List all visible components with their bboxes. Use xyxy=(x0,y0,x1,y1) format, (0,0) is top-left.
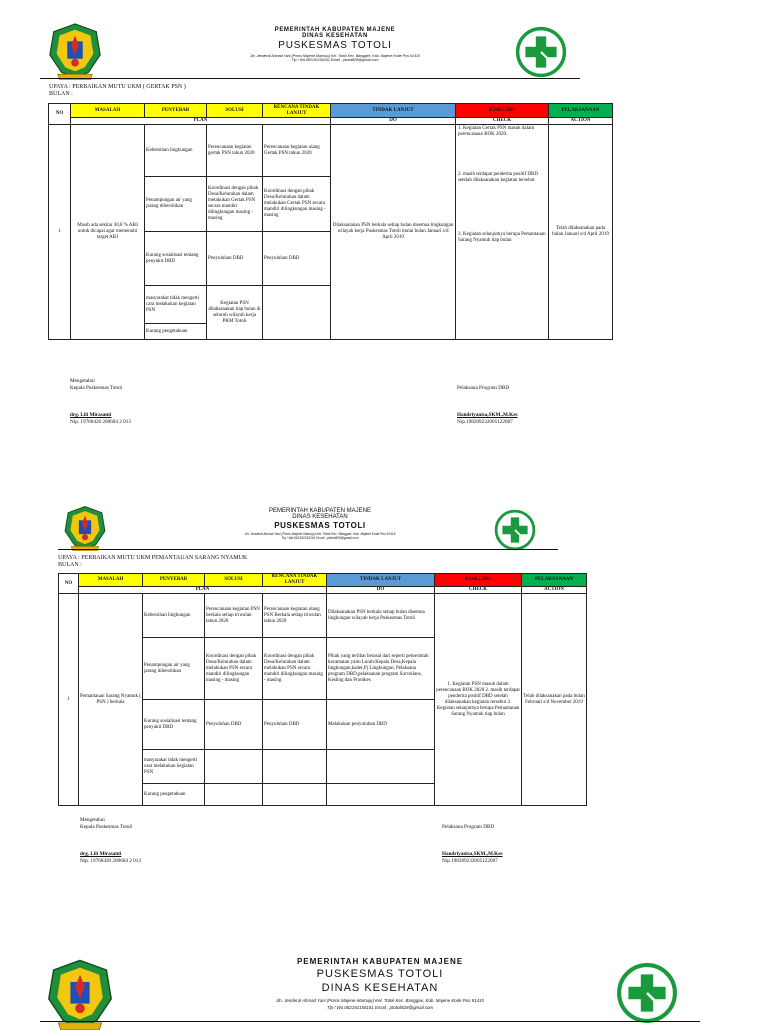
kop-address: Jln. Jenderal Ahmad Yani (Poros Majene-Mamuju) Kel. Totoli Kec. Banggae, Kab. Majene Kode Pos 91415 xyxy=(249,54,420,58)
hdr-action: ACTION xyxy=(522,587,587,594)
kop-contact: Tlp / Wa 082192156161 Email : ptotoli828@gmail.com xyxy=(291,58,379,62)
row-no: 1 xyxy=(59,594,79,806)
kop-address: Jln. Jenderal Ahmad Yani (Poros Majene-Mamuju) Kel. Totoli Kec. Banggae, Kab. Majene Kode Pos 91415 xyxy=(244,532,396,536)
sig-kepala-nama: drg. Lili Mirasanti xyxy=(70,412,112,418)
cell-solusi: Kegiatan PSN dilaksanakan tiap bulan di seluruh wilayah kerja PKM Totoli xyxy=(207,286,263,340)
kop-line1: PEMERINTAH KABUPATEN MAJENE xyxy=(296,957,464,966)
kop-line2: PUSKESMAS TOTOLI xyxy=(316,968,444,980)
bulan-text: BULAN : xyxy=(49,91,73,97)
kop-line3: PUSKESMAS TOTOLI xyxy=(274,521,366,530)
hdr-masalah: MASALAH xyxy=(79,574,143,587)
sig-pelaksana-nip: Nip.198209232005122007 xyxy=(442,858,498,864)
kop-line1: PEMERINTAH KABUPATEN MAJENE xyxy=(268,508,371,514)
cell-pelaksanaan: Telah dilaksanakan pada bulan Februari s/d November 2019 xyxy=(522,594,587,806)
kop-line3: DINAS KESEHATAN xyxy=(321,982,439,994)
upaya-text: UPAYA : PERBAIKAN MUTU UKM ( GERTAK PSN ) xyxy=(49,84,186,90)
cell-solusi: Perencanaan kegiatan PSN berkala setiap triwulan tahun 2020 xyxy=(205,594,263,638)
cell-rencana: Perencanaan kegiatan ulang PSN Berkala setiap triwulan tahun 2020 xyxy=(263,594,327,638)
cell-rencana: Koordinasi dengan pihak Desa/Kelurahan dalam melakukan PSN secara mandiri dilingkungan masing - masing xyxy=(263,638,327,700)
signature-pelaksana-2 xyxy=(442,824,503,865)
cell-solusi xyxy=(205,784,263,806)
hdr-plan: PLAN xyxy=(71,118,331,125)
sig-kepala: Kepala Puskesmas Totoli xyxy=(70,385,123,391)
hdr-no: NO xyxy=(59,574,79,594)
cell-tindak: Dilaksanakan PSN berkala setiap bulan disemua lingkungan wilayah kerja Puskesmas Totoli mulai bulan Januari s/d April 2019 xyxy=(331,125,456,340)
cell-rencana xyxy=(263,784,327,806)
kop-contact: Tlp / Wa 082192156161 Email : ptotoli828@gmail.com xyxy=(281,536,359,540)
upaya-title xyxy=(49,84,186,98)
row-no: 1 xyxy=(49,125,71,340)
cell-penyebab: Penampungan air yang jarang dibersihkan xyxy=(143,638,205,700)
kop-divider xyxy=(40,1021,700,1022)
cell-masalah: Masih ada sekitar 30,8 % ABJ untuk dicapai agar memenuhi target ABJ xyxy=(71,125,145,340)
sig-pelaksana-nama: Handriyanisa,SKM.,M.Kes xyxy=(442,851,503,857)
cell-solusi: Perencanaan kegiatan gertak PSN tahun 2020 xyxy=(207,125,263,177)
hdr-rencana: RENCANA TINDAK LANJUT xyxy=(263,574,327,587)
health-cross-icon xyxy=(494,509,536,551)
hdr-plan: PLAN xyxy=(79,587,327,594)
cell-rencana: Koordinasi dengan pihak Desa/Kelurahan dalam melakukan Gertak PSN secara mandiri dilingkungan masing - masing xyxy=(263,177,331,232)
cell-rencana: Penyuluhan DBD xyxy=(263,700,327,750)
kop-header xyxy=(150,27,520,62)
cell-evaluasi: 1. Kegiatan PSN masuk dalam perencanaan BOK 2020 2. masih terdapat penderita positif DBD setelah dilaksanakan kegiatan tersebut 3. Kegiatan selanjutnya berupa Pemantauan Sarang Nyamuk tiap bulan xyxy=(435,594,522,806)
hdr-penyebab: PENYEBAB xyxy=(143,574,205,587)
cell-penyebab: Kurang sosialisasi tentang penyakit DBD xyxy=(145,232,207,286)
sig-kepala-nip: Nip. 19760420 200604 2 013 xyxy=(70,419,131,425)
evaluasi-item-3: 3. Kegiatan selanjutnya berupa Pemantauan Sarang Nyamuk tiap bulan xyxy=(458,232,546,243)
cell-rencana: Perencanaan kegiatan ulang Gertak PSN tahun 2020 xyxy=(263,125,331,177)
cell-penyebab: masyarakat tidak mengerti cara melakukan kegiatan PSN xyxy=(143,750,205,784)
cell-tindak: Pihak yang terlibat berasal dari seperti pemerintah kecamatan yaitu Lurah/Kepala Desa,Kepala lingkungan,kader,Pj Lingkungan, Pelaksana program DBD,pelaksanan program Surveilans, Kesling dan Promkes xyxy=(327,638,435,700)
cell-masalah: Pemantauan Sarang Nyamuk ( PSN ) berkala xyxy=(79,594,143,806)
majene-logo-icon xyxy=(44,958,116,1030)
kop-divider xyxy=(58,549,558,550)
hdr-tindak: TINDAK LANJUT xyxy=(327,574,435,587)
hdr-check: CHECK xyxy=(456,118,549,125)
hdr-pelaksanaan: PELAKSANAAN xyxy=(522,574,587,587)
sig-mengetahui: Mengetahui xyxy=(80,817,105,823)
kop-contact: Tlp / Wa 082192156161 Email : ptotoli828@gmail.com xyxy=(326,1005,434,1010)
majene-logo-icon xyxy=(62,505,108,551)
cell-rencana xyxy=(263,286,331,340)
plan-table-2 xyxy=(58,573,587,806)
hdr-rencana: RENCANA TINDAK LANJUT xyxy=(263,104,331,118)
cell-penyebab: Kebersihan lingkungan xyxy=(143,594,205,638)
cell-rencana xyxy=(263,750,327,784)
sig-kepala-nip: Nip. 19760420 200604 2 013 xyxy=(80,858,141,864)
cell-solusi xyxy=(205,750,263,784)
cell-penyebab: Penampungan air yang jarang dibersihkan xyxy=(145,177,207,232)
hdr-penyebab: PENYEBAB xyxy=(145,104,207,118)
cell-solusi: Penyuluhan DBD xyxy=(205,700,263,750)
evaluasi-item-2: 2. masih terdapat penderita positif DBD setelah dilaksanakan kegiatan tersebut xyxy=(458,172,538,183)
bulan-text: BULAN : xyxy=(58,562,82,568)
hdr-pelaksanaan: PELAKSANAAN xyxy=(549,104,613,118)
kop-divider xyxy=(40,78,580,79)
sig-mengetahui: Mengetahui xyxy=(70,378,95,384)
signature-kepala-2 xyxy=(80,817,141,865)
majene-logo-icon xyxy=(46,22,104,80)
cell-pelaksanaan: Telah dilaksanakan pada bulan Januari s/d April 2019 xyxy=(549,125,613,340)
kop-line2: DINAS KESEHATAN xyxy=(302,33,368,39)
kop-line2: DINAS KESEHATAN xyxy=(292,514,348,520)
cell-penyebab: Kurang pengetahuan xyxy=(143,784,205,806)
plan-table-1 xyxy=(48,103,613,340)
hdr-masalah: MASALAH xyxy=(71,104,145,118)
kop-line1: PEMERINTAH KABUPATEN MAJENE xyxy=(274,27,396,33)
cell-tindak: Dilaksanakan PSN berkala setiap bulan disemua lingkungan wilayah kerja Puskesmas Totoli xyxy=(327,594,435,638)
kop-header-2 xyxy=(160,508,480,540)
kop-header-3 xyxy=(170,957,590,1010)
hdr-evaluasi: EVALUASI xyxy=(435,574,522,587)
kop-address: Jln. Jenderal Ahmad Yani (Poros Majene-Mamuju) Kel. Totoli Kec. Banggae, Kab. Majene Kode Pos 91415 xyxy=(276,998,484,1003)
hdr-tindak: TINDAK LANJUT xyxy=(331,104,456,118)
hdr-do: DO xyxy=(331,118,456,125)
sig-pelaksana: Pelaksana Program DBD xyxy=(457,385,510,391)
sig-kepala-nama: drg. Lili Mirasanti xyxy=(80,851,122,857)
kop-line3: PUSKESMAS TOTOLI xyxy=(278,40,392,51)
upaya-text: UPAYA : PERBAIKAN MUTU UKM PEMANTAUAN SARANG NYAMUK xyxy=(58,555,248,561)
cell-tindak xyxy=(327,784,435,806)
evaluasi-item-1: 1. Kegiatan Gertak PSN masuk dalam perencanaan BOK 2020. xyxy=(458,126,535,137)
hdr-check: CHECK xyxy=(435,587,522,594)
cell-solusi: Penyuluhan DBD xyxy=(207,232,263,286)
cell-penyebab: Kebersihan lingkungan xyxy=(145,125,207,177)
sig-pelaksana-nama: Handriyanisa,SKM.,M.Kes xyxy=(457,412,518,418)
cell-rencana: Penyuluhan DBD xyxy=(263,232,331,286)
cell-penyebab: masyarakat tidak mengerti cara melakukan kegiatan PSN xyxy=(145,286,207,324)
hdr-solusi: SOLUSI xyxy=(205,574,263,587)
sig-kepala: Kepala Puskesmas Totoli xyxy=(80,824,133,830)
cell-solusi: Koordinasi dengan pihak Desa/Kelurahan dalam melakukan Gertak PSN secara mandiri dilingkungan masing - masing xyxy=(207,177,263,232)
signature-pelaksana-1 xyxy=(457,385,518,426)
health-cross-icon xyxy=(515,26,567,78)
sig-pelaksana-nip: Nip.198209232005122007 xyxy=(457,419,513,425)
hdr-do: DO xyxy=(327,587,435,594)
cell-tindak xyxy=(327,750,435,784)
cell-tindak: Melakukan penyuluhan DBD xyxy=(327,700,435,750)
upaya-title-2 xyxy=(58,555,247,569)
cell-evaluasi xyxy=(456,125,549,340)
hdr-solusi: SOLUSI xyxy=(207,104,263,118)
hdr-action: ACTION xyxy=(549,118,613,125)
cell-solusi: Koordinasi dengan pihak Desa/Kelurahan dalam melakukan PSN secara mandiri dilingkungan masing - masing xyxy=(205,638,263,700)
sig-pelaksana: Pelaksana Program DBD xyxy=(442,824,495,830)
health-cross-icon xyxy=(616,962,678,1024)
hdr-no: NO xyxy=(49,104,71,125)
cell-penyebab: Kurang sosialisasi tentang penyakit DBD xyxy=(143,700,205,750)
signature-kepala-1 xyxy=(70,378,131,426)
hdr-evaluasi: EVALUASI xyxy=(456,104,549,118)
cell-penyebab: Kurang pengetahuan xyxy=(145,324,207,340)
